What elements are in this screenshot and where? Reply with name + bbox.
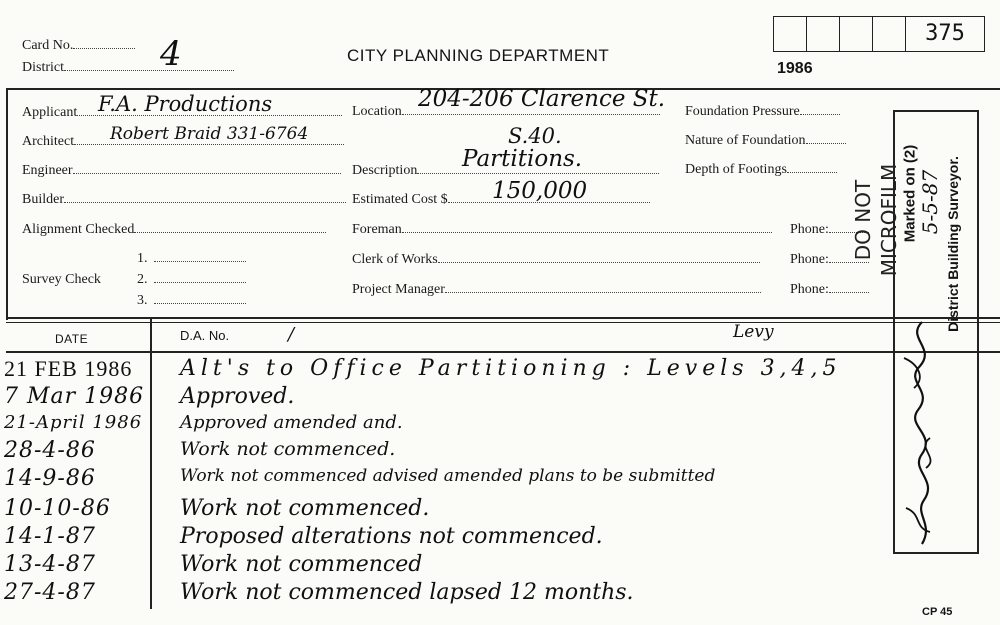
- survey-line-3: 3.: [137, 293, 246, 309]
- table-row: [0, 356, 1000, 386]
- table-row: [0, 580, 1000, 610]
- alignment-label: Alignment Checked: [22, 222, 326, 238]
- row-date: 27-4-87: [4, 580, 96, 605]
- marked-date: 5-5-87: [918, 169, 942, 235]
- row-entry: Alt's to Office Partitioning : Levels 3,4,5: [180, 356, 842, 381]
- row-date: 10-10-86: [4, 496, 111, 521]
- left-edge-rule: [6, 88, 8, 320]
- engineer-label: Engineer: [22, 163, 341, 179]
- district-surveyor-label: District Building Surveyor.: [945, 156, 961, 332]
- levy-header: Levy: [733, 322, 774, 342]
- row-date: 21 FEB 1986: [4, 356, 133, 381]
- da-number-slash: /: [288, 324, 295, 345]
- row-entry: Proposed alterations not commenced.: [180, 524, 603, 549]
- location-extra: S.40.: [508, 124, 562, 148]
- applicant-value: F.A. Productions: [98, 92, 273, 116]
- description-value: Partitions.: [462, 146, 583, 172]
- table-row: [0, 524, 1000, 554]
- estimated-cost-value: 150,000: [492, 178, 588, 204]
- do-not-microfilm-stamp: DO NOT MICROFILM: [851, 163, 901, 277]
- row-date: 7 Mar 1986: [4, 384, 145, 409]
- project-manager-label: Project Manager: [352, 282, 761, 298]
- date-column-header: DATE: [55, 332, 89, 346]
- row-entry: Work not commenced advised amended plans to be submitted: [180, 466, 716, 486]
- table-top-rule: [6, 317, 1000, 319]
- estimated-cost-label: Estimated Cost $: [352, 192, 650, 208]
- foundation-pressure-label: Foundation Pressure: [685, 104, 840, 120]
- phone-label-1: Phone:: [790, 222, 869, 238]
- builder-label: Builder: [22, 192, 346, 208]
- survey-line-2: 2.: [137, 272, 246, 288]
- row-date: 21-April 1986: [4, 412, 143, 433]
- depth-of-footings-label: Depth of Footings: [685, 162, 837, 178]
- row-entry: Approved amended and.: [180, 412, 403, 433]
- row-date: 28-4-86: [4, 438, 96, 463]
- foreman-label: Foreman: [352, 222, 772, 238]
- form-code: CP 45: [922, 606, 953, 618]
- card-number-boxes: [773, 16, 985, 52]
- description-label: Description: [352, 163, 659, 179]
- card-no-label: Card No.: [22, 38, 135, 54]
- table-top-rule-2: [6, 322, 1000, 323]
- nature-of-foundation-label: Nature of Foundation: [685, 133, 846, 149]
- location-value: 204-206 Clarence St.: [418, 86, 666, 112]
- da-number-header: D.A. No.: [180, 328, 230, 343]
- survey-check-label: Survey Check: [22, 272, 101, 287]
- department-title: CITY PLANNING DEPARTMENT: [347, 46, 610, 65]
- row-entry: Work not commenced.: [180, 496, 430, 521]
- phone-label-3: Phone:: [790, 282, 869, 298]
- table-row: [0, 552, 1000, 582]
- card-number: 375: [925, 21, 965, 46]
- survey-line-1: 1.: [137, 251, 246, 267]
- row-date: 14-1-87: [4, 524, 96, 549]
- row-entry: Work not commenced: [180, 552, 423, 577]
- applicant-label: Applicant: [22, 105, 342, 121]
- table-row: [0, 384, 1000, 414]
- clerk-of-works-label: Clerk of Works: [352, 252, 760, 268]
- table-row: [0, 466, 1000, 496]
- table-row: [0, 496, 1000, 526]
- row-date: 14-9-86: [4, 466, 96, 491]
- table-row: [0, 438, 1000, 468]
- row-date: 13-4-87: [4, 552, 96, 577]
- marked-on-stamp: Marked on (2): [901, 144, 919, 243]
- row-entry: Approved.: [180, 384, 295, 409]
- row-entry: Work not commenced.: [180, 438, 396, 460]
- location-label: Location: [352, 104, 660, 120]
- architect-label: Architect: [22, 134, 344, 150]
- table-header-rule: [6, 351, 1000, 353]
- district-value: 4: [160, 34, 182, 74]
- card-year: 1986: [777, 60, 813, 77]
- surveyor-signature: [896, 318, 948, 550]
- district-label: District: [22, 60, 234, 76]
- row-entry: Work not commenced lapsed 12 months.: [180, 580, 634, 605]
- phone-label-2: Phone:: [790, 252, 869, 268]
- architect-value: Robert Braid 331-6764: [110, 124, 309, 144]
